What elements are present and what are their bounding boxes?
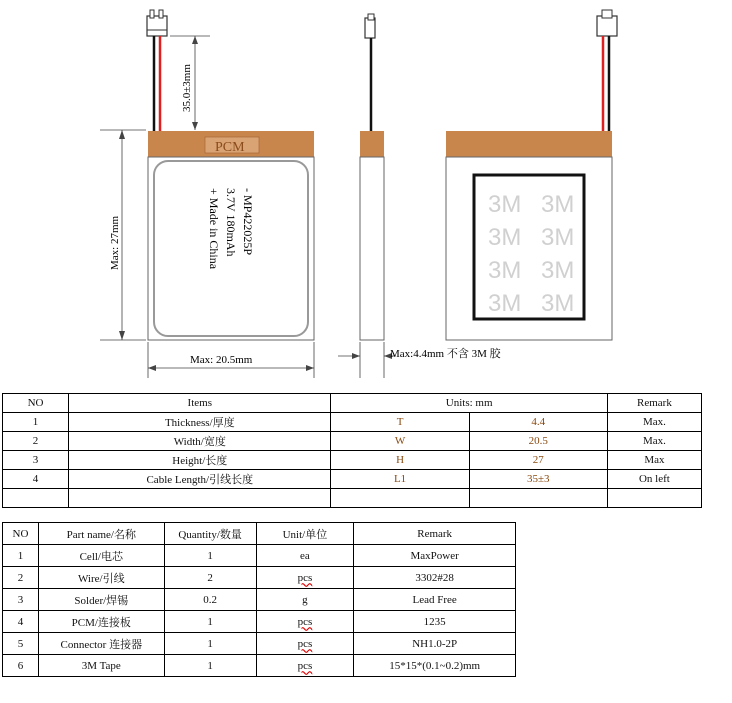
back-view	[446, 10, 617, 340]
row-quantity: 1	[164, 611, 256, 633]
row-remark: 15*15*(0.1~0.2)mm	[354, 655, 516, 677]
cell-label-line-2: 3.7V 180mAh	[224, 188, 238, 257]
table-row	[3, 611, 516, 633]
cell-label-line-1: - MP422025P	[241, 188, 255, 256]
tape-3m-text: 3M	[488, 257, 522, 284]
row-no: 2	[3, 567, 39, 589]
tape-3m-text: 3M	[541, 191, 575, 218]
header-items: Items	[69, 394, 331, 413]
dim-cable-label: 35.0±3mm	[181, 64, 193, 112]
tape-3m-text: 3M	[488, 290, 522, 317]
row-item: Height/长度	[69, 451, 331, 470]
table-row	[3, 451, 702, 470]
row-part-name: Solder/焊锡	[38, 589, 164, 611]
parts-table	[2, 522, 516, 677]
row-no: 4	[3, 611, 39, 633]
row-remark: Max	[607, 451, 701, 470]
header-units: Units: mm	[331, 394, 607, 413]
table-row	[3, 655, 516, 677]
row-unit: ea	[256, 545, 354, 567]
table-row	[3, 589, 516, 611]
row-symbol: T	[331, 413, 469, 432]
row-value: 27	[469, 451, 607, 470]
row-quantity: 1	[164, 655, 256, 677]
table-row	[3, 545, 516, 567]
row-part-name: Cell/电芯	[38, 545, 164, 567]
row-part-name: Wire/引线	[38, 567, 164, 589]
side-connector	[365, 18, 375, 38]
front-connector	[147, 16, 167, 36]
row-quantity: 0.2	[164, 589, 256, 611]
row-no: 3	[3, 451, 69, 470]
cell-label-line-3: + Made in China	[207, 188, 221, 270]
spec-table	[2, 393, 702, 508]
row-no: 1	[3, 545, 39, 567]
row-no: 4	[3, 470, 69, 489]
header-part-name: Part name/名称	[38, 523, 164, 545]
row-quantity: 1	[164, 545, 256, 567]
tape-3m-text: 3M	[541, 224, 575, 251]
pcm-label: PCM	[215, 140, 245, 155]
row-remark: MaxPower	[354, 545, 516, 567]
table-row	[3, 633, 516, 655]
row-unit: pcs	[256, 655, 354, 677]
table-row	[3, 470, 702, 489]
row-quantity: 2	[164, 567, 256, 589]
header-quantity: Quantity/数量	[164, 523, 256, 545]
tape-3m-text: 3M	[488, 224, 522, 251]
tape-3m-text: 3M	[541, 290, 575, 317]
table-row	[3, 432, 702, 451]
row-no: 6	[3, 655, 39, 677]
front-view	[100, 10, 314, 378]
header-no: NO	[3, 394, 69, 413]
spec-table-header	[3, 394, 702, 413]
row-no: 3	[3, 589, 39, 611]
row-no: 5	[3, 633, 39, 655]
row-symbol: H	[331, 451, 469, 470]
dim-height-label: Max: 27mm	[109, 215, 121, 270]
row-item: Cable Length/引线长度	[69, 470, 331, 489]
row-remark: Max.	[607, 413, 701, 432]
header-remark: Remark	[607, 394, 701, 413]
side-cell-body	[360, 157, 384, 340]
row-no: 2	[3, 432, 69, 451]
row-value: 4.4	[469, 413, 607, 432]
row-unit: pcs	[256, 633, 354, 655]
row-item: Width/宽度	[69, 432, 331, 451]
row-unit: pcs	[256, 567, 354, 589]
row-part-name: 3M Tape	[38, 655, 164, 677]
row-value: 20.5	[469, 432, 607, 451]
dim-thickness-label: Max:4.4mm 不含 3M 胶	[390, 348, 501, 360]
row-symbol: L1	[331, 470, 469, 489]
row-remark: 3302#28	[354, 567, 516, 589]
row-remark: 1235	[354, 611, 516, 633]
table-row	[3, 567, 516, 589]
row-remark: Lead Free	[354, 589, 516, 611]
row-unit: pcs	[256, 611, 354, 633]
row-no: 1	[3, 413, 69, 432]
row-symbol: W	[331, 432, 469, 451]
row-remark: On left	[607, 470, 701, 489]
table-row-empty	[3, 489, 702, 508]
row-item: Thickness/厚度	[69, 413, 331, 432]
dim-width-label: Max: 20.5mm	[190, 354, 253, 366]
row-unit: g	[256, 589, 354, 611]
row-part-name: PCM/连接板	[38, 611, 164, 633]
header-no: NO	[3, 523, 39, 545]
row-part-name: Connector 连接器	[38, 633, 164, 655]
row-remark: Max.	[607, 432, 701, 451]
parts-table-header	[3, 523, 516, 545]
table-row	[3, 413, 702, 432]
row-value: 35±3	[469, 470, 607, 489]
row-quantity: 1	[164, 633, 256, 655]
row-remark: NH1.0-2P	[354, 633, 516, 655]
back-pcm-strip	[446, 131, 612, 157]
tape-3m-text: 3M	[541, 257, 575, 284]
header-unit: Unit/单位	[256, 523, 354, 545]
tape-3m-text: 3M	[488, 191, 522, 218]
side-pcm	[360, 131, 384, 157]
back-connector	[597, 16, 617, 36]
header-remark: Remark	[354, 523, 516, 545]
